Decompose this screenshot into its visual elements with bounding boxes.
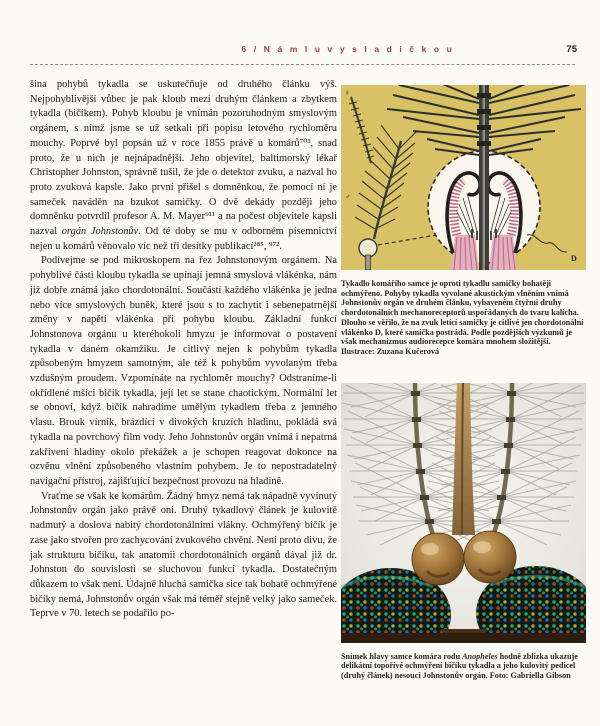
photo-caption [341,652,586,681]
page-header [30,44,577,55]
antenna-illustration [341,85,586,270]
photo-caption-end: hodně zblízka ukazuje delikátní topořivé ochmýření bičíku tykadla a jeho kulovitý pedicel (druhý článek) nesoucí Johnstonův orgán. Foto: Gabriella Gibson [341,651,578,681]
proboscis-shadow [462,383,463,535]
pedicel-drawing [359,239,377,257]
header-rule [30,64,575,65]
female-symbol: ♀ [344,88,350,97]
page-number: 75 [566,44,577,55]
chapter-title: 6 / N á m l u v y s l a d i č k o u [241,44,455,54]
illustration-caption: Tykadlo komářího samce je oproti tykadlu samičky bohatěji ochmýřeno. Pohyby tykadla vyvolané akustickým vlněním vnímá Johnstonův orgán ve druhém článku, vybaveném čtyřmi druhy chordotonálních mechanoreceptorů uspořádaných do tvaru kalicha. Dlouho se věřilo, že na zvuk letící samičky je citlivé jen chordotonální vlákénko D, které samička postrádá. Podle pozdějších výzkumů je však mechanizmus audiorecepce komára mnohem složitější. Ilustrace: Zuzana Kučerová [341,279,584,356]
paragraph-1-end: . Od té doby se mu v odborném písemnictví nejen u komárů věnovalo víc než tři desítky publikací²⁸⁵, ⁹⁷². [30,226,337,252]
photo-caption-genus: Anopheles [462,651,498,661]
pedicel-stalk [366,255,371,270]
paragraph-1 [30,78,337,254]
flagellum-shaft [477,85,491,270]
paragraph-1-text: šina pohybů tykadla se uskutečňuje od druhého článku výš. Nejpohyblivější vůbec je pak kloub mezi druhým článkem a zbytkem tykadla (bičíkem). Pohyb kloubu je vnímán pozoruhodným smyslovým orgánem, s nímž jsme se už setkali při popisu letového rychloměru mouchy. Poprvé byl popsán už v roce 1855 právě u komárů⁷⁰³, snad proto, že u nich je nejnápadnější. Jeho objevitel, baltimorský lékař Christopher Johnston, správně tušil, že jde o detektor zvuku, a nazval ho proto zvuková kapsle. Jako první přišel s domněnkou, že pomocí ní je sameček naváděn na bzukot samičky. O dvě dekády později jeho domněnku potvrdil profesor A. M. Mayer⁹¹¹ a na počest objevitele kapsli nazval [30,79,337,238]
photo-caption-text: Snímek hlavy samce komára rodu [341,651,463,661]
page-content [30,78,586,681]
paragraph-2: Podívejme se pod mikroskopem na řez Johnstonovým orgánem. Na pohyblivé části kloubu tykadla se upínají jemná smyslová vlákénka, nám již dobře známá jako chordotonální. Součástí každého vlákénka je jedna nebo více smyslových buněk, které jsou s to zachytit i sebenepatrnější změny v napětí vlákénka při pohybu kloubu. Základní funkcí Johnstonova orgánu u kteréhokoli hmyzu je informovat o postavení tykadla v daném okamžiku. Je citlivý nejen k pohybům tykadla způsobeným hmyzem samotným, ale též k pohybům vyvolaným třeba vzdušným proudem. Vzpomínáte na rychloměr mouchy? Odstraníme-li okřídlené mšici bičík tykadla, její let se stane chaotickým. Normální let se obnoví, když bičík nahradíme umělým tykadlem třeba z jemného vlasu. Brouk vírník, brázdící v divokých kruzích hladinu, pokládá svá tykadla na povrchový film vody. Jeho Johnstonův orgán vnímá i nepatrná zakřivení hladiny okolo překážek a je schopen reagovat dokonce na ozvěnu vlnění způsobeného vlastním pohybem. Je to nepostradatelný navigační přístroj, zajišťující bezpečnost provozu na hladině. [30,255,337,487]
mosquito-head-photo [341,383,586,643]
figure-column [341,78,586,681]
paragraph-3: Vraťme se však ke komárům. Žádný hmyz nemá tak nápadně vyvinutý Johnstonův orgán jako právě oni. Druhý tykadlový článek je kulovitě nadmutý a doslova nabitý chordotonálními vlákny. Ochmýřený bičík je zase jako stvořen pro zachycování zvukového chvění. Není proto divu, že jak strukturu bičíku, tak anatomii chordotonálních orgánů dával již dr. Johnston do souvislosti se sluchovou funkcí tykadla. Dostatečným důkazem to však není. Údajně hluchá samička sice tak bohatě ochmýřené bičíky nemá, Johnstonův orgán však má téměř stejně velký jako sameček. Teprve v 70. letech se podařilo po- [30,490,337,620]
photo-bottom-band [341,633,586,643]
fibre-d-label: D [571,254,577,263]
male-symbol: ♂ [345,192,351,201]
paragraph-1-italic: orgán Johnstonův [61,226,139,238]
body-text-column [30,78,337,681]
